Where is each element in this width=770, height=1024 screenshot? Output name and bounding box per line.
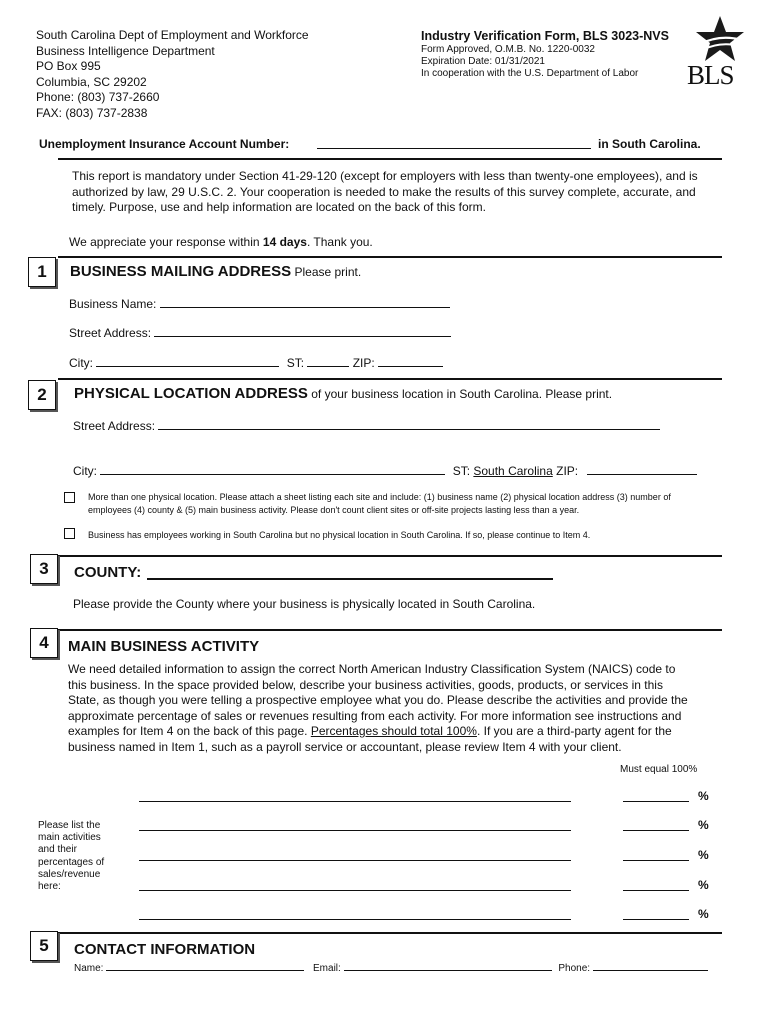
contact-email-field[interactable] (344, 961, 552, 971)
section5-title: CONTACT INFORMATION (74, 941, 256, 958)
physical-street-label: Street Address: (73, 419, 156, 433)
activity-field-5[interactable] (139, 919, 571, 920)
section2-heading: PHYSICAL LOCATION ADDRESS of your business location in South Carolina. Please print. (74, 385, 613, 402)
percent-sign: % (698, 818, 709, 832)
no-physical-location-text: Business has employees working in South Carolina but no physical location in South Carolina. If so, please continue to Item 4. (88, 530, 591, 540)
percent-sign: % (698, 878, 709, 892)
physical-city-label: City: (73, 464, 97, 478)
appreciate-line: We appreciate your response within 14 days. Thank you. (69, 235, 373, 249)
form-info (421, 29, 691, 80)
cooperation-note: In cooperation with the U.S. Department of Labor (421, 68, 639, 79)
ui-account-label: Unemployment Insurance Account Number: (39, 137, 290, 151)
form-title: Industry Verification Form, BLS 3023-NVS (421, 29, 669, 43)
activity-field-3[interactable] (139, 860, 571, 861)
percentages-note: Percentages should total 100% (310, 724, 477, 738)
section2-rule (58, 378, 722, 380)
activity-field-4[interactable] (139, 890, 571, 891)
section2-number: 2 (28, 380, 56, 410)
intro-paragraph: This report is mandatory under Section 41-29-120 (except for employers with less than twenty-one employees), and is authorized by law, 29 U.S.C. 2. Your cooperation is needed to make the results of this survey complete, accurate, and timely. Purpose, use and help information are located on the back of this form. (72, 169, 698, 214)
section4-number: 4 (30, 628, 58, 658)
agency-line: South Carolina Dept of Employment and Workforce (36, 28, 309, 42)
physical-street-field[interactable] (158, 418, 660, 430)
contact-phone-field[interactable] (593, 961, 708, 971)
bls-logo-text: BLS (687, 60, 734, 90)
expiration-date: Expiration Date: 01/31/2021 (421, 56, 545, 67)
response-days: 14 days (262, 235, 307, 249)
activity-field-2[interactable] (139, 830, 571, 831)
agency-line: FAX: (803) 737-2838 (36, 105, 148, 120)
physical-zip-field[interactable] (587, 463, 697, 475)
physical-zip-label: ZIP: (556, 464, 579, 478)
agency-address (36, 28, 356, 121)
bls-star-icon (694, 14, 746, 64)
physical-city-row (73, 463, 713, 479)
multiple-locations-checkbox[interactable] (64, 492, 75, 503)
physical-street-row (73, 418, 660, 434)
percent-field-2[interactable] (623, 830, 689, 831)
section4-rule (58, 629, 722, 631)
physical-st-value: South Carolina (473, 464, 553, 478)
must-equal-note: Must equal 100% (620, 764, 698, 775)
mailing-city-field[interactable] (96, 355, 279, 367)
percent-field-1[interactable] (623, 801, 689, 802)
section2-title: PHYSICAL LOCATION ADDRESS (74, 385, 308, 402)
county-label: COUNTY: (74, 564, 142, 581)
mailing-city-label: City: (69, 356, 93, 370)
section1-title: BUSINESS MAILING ADDRESS (70, 263, 292, 280)
contact-name-field[interactable] (106, 961, 304, 971)
business-name-field[interactable] (160, 296, 450, 308)
section3-number: 3 (30, 554, 58, 584)
mailing-street-row (69, 325, 451, 341)
activity-field-1[interactable] (139, 801, 571, 802)
mailing-street-label: Street Address: (69, 326, 152, 340)
agency-line: Phone: (803) 737-2660 (36, 90, 160, 104)
business-name-row (69, 296, 450, 312)
section3-rule (58, 555, 722, 557)
agency-line: Business Intelligence Department (36, 43, 215, 58)
contact-email-label: Email: (313, 963, 341, 974)
agency-line: PO Box 995 (36, 59, 101, 73)
contact-phone-label: Phone: (558, 963, 591, 974)
county-field[interactable] (147, 578, 553, 580)
mailing-zip-field[interactable] (378, 355, 443, 367)
no-physical-location-checkbox[interactable] (64, 528, 75, 539)
section1-heading: BUSINESS MAILING ADDRESS Please print. (70, 263, 362, 280)
physical-city-field[interactable] (100, 463, 445, 475)
mailing-st-field[interactable] (307, 355, 349, 367)
percent-field-3[interactable] (623, 860, 689, 861)
contact-row (74, 961, 724, 975)
ui-account-field[interactable] (317, 148, 591, 149)
percent-field-5[interactable] (623, 919, 689, 920)
mailing-city-row (69, 355, 469, 371)
mailing-street-field[interactable] (154, 325, 451, 337)
section4-title: MAIN BUSINESS ACTIVITY (68, 638, 260, 655)
ui-account-suffix: in South Carolina. (598, 137, 701, 151)
mailing-zip-label: ZIP: (352, 356, 375, 370)
section1-rule (58, 256, 722, 258)
section5-number: 5 (30, 931, 58, 961)
county-instruction: Please provide the County where your business is physically located in South Carolina. (73, 597, 536, 611)
section5-rule (58, 932, 722, 934)
contact-name-label: Name: (74, 963, 104, 974)
physical-st-label: ST: (452, 464, 471, 478)
percent-field-4[interactable] (623, 890, 689, 891)
multiple-locations-text: More than one physical location. Please attach a sheet listing each site and include: (1) business name (2) physical location address (3) number of employees (4) county & (5) main business activity. Please don't count client sites or off-site projects lasting less than a year. (88, 492, 671, 515)
percent-sign: % (698, 907, 709, 921)
business-name-label: Business Name: (69, 297, 157, 311)
percent-sign: % (698, 848, 709, 862)
percent-sign: % (698, 789, 709, 803)
mailing-st-label: ST: (286, 356, 305, 370)
section4-paragraph: We need detailed information to assign the correct North American Industry Classification System (NAICS) code to this business. In the space provided below, describe your business activities, goods, products, or services in this State, as though you were telling a prospective employee what you do. Please describe the activities and provide the approximate percentage of sales or revenues resulting from each activity. For more information see instructions and examples for Item 4 on the back of this page. Percentages should total 100%. If you are a third-party agent for the business named in Item 1, such as a payroll service or accountant, please review Item 4 with your client. (68, 662, 688, 754)
agency-line: Columbia, SC 29202 (36, 74, 147, 89)
form-approved: Form Approved, O.M.B. No. 1220-0032 (421, 44, 595, 55)
bls-logo (684, 14, 744, 90)
section1-number: 1 (28, 257, 56, 287)
divider (58, 158, 722, 160)
activities-side-note: Please list the main activities and their percentages of sales/revenue here: (38, 820, 105, 893)
